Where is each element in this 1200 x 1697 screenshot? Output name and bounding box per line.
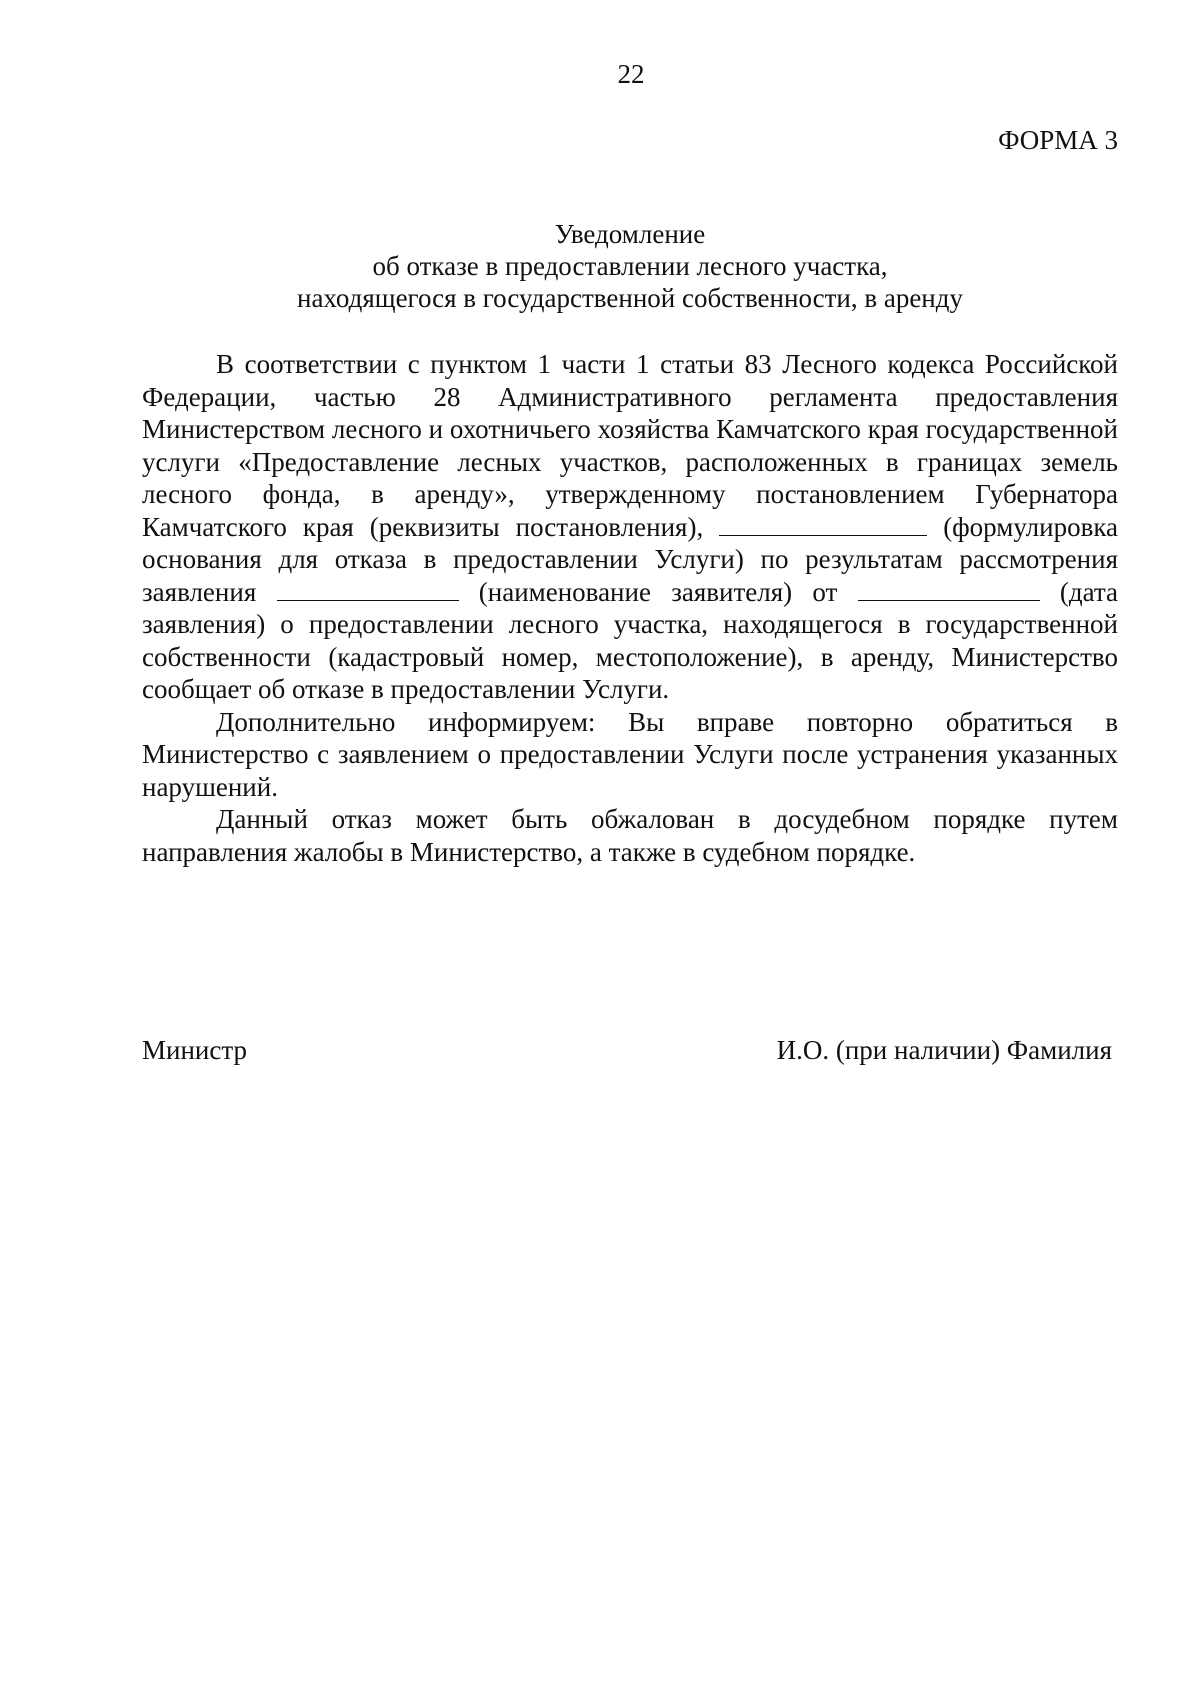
page-number: 22 [617, 59, 645, 89]
title-line-1: Уведомление [554, 219, 706, 249]
document-body [142, 348, 1118, 868]
paragraph-main-part-2: (формулировка основания для отказа в предоставлении Услуги) по результатам рассмотрения заявления [142, 511, 1119, 607]
paragraph-main-part-3: (наименование заявителя) от [478, 576, 838, 607]
paragraph-additional-info: Дополнительно информируем: Вы вправе повторно обратиться в Министерство с заявлением о предоставлении Услуги после устранения указанных нарушений. [142, 706, 1118, 802]
blank-field-date [858, 578, 1040, 601]
paragraph-main-part-1: В соответствии с пунктом 1 части 1 статьи 83 Лесного кодекса Российской Федерации, частью 28 Административного регламента предоставления Министерством лесного и охотничьего хозяйства Камчатского края государственной услуги «Предоставление лесных участков, расположенных в границах земель лесного фонда, в аренду», утвержденному постановлением Губернатора Камчатского края (реквизиты постановления), [142, 349, 1118, 542]
signatory-name: И.О. (при наличии) Фамилия [776, 1035, 1112, 1065]
signatory-position: Министр [142, 1035, 247, 1065]
paragraph-main-part-4: (дата заявления) о предоставлении лесного участка, находящегося в государственной собственности (кадастровый номер, местоположение), в аренду, Министерство сообщает об отказе в предоставлении Услуги. [142, 576, 1119, 704]
signature-block [142, 1034, 1112, 1066]
title-line-3: находящегося в государственной собственности, в аренду [297, 283, 963, 313]
paragraph-main [142, 348, 1118, 706]
form-label: ФОРМА 3 [998, 125, 1118, 155]
blank-field-decree-basis [719, 513, 927, 536]
blank-field-applicant [277, 578, 459, 601]
title-line-2: об отказе в предоставлении лесного участка, [372, 251, 888, 281]
document-title [142, 218, 1118, 314]
paragraph-appeal: Данный отказ может быть обжалован в досудебном порядке путем направления жалобы в Министерство, а также в судебном порядке. [142, 804, 1118, 867]
